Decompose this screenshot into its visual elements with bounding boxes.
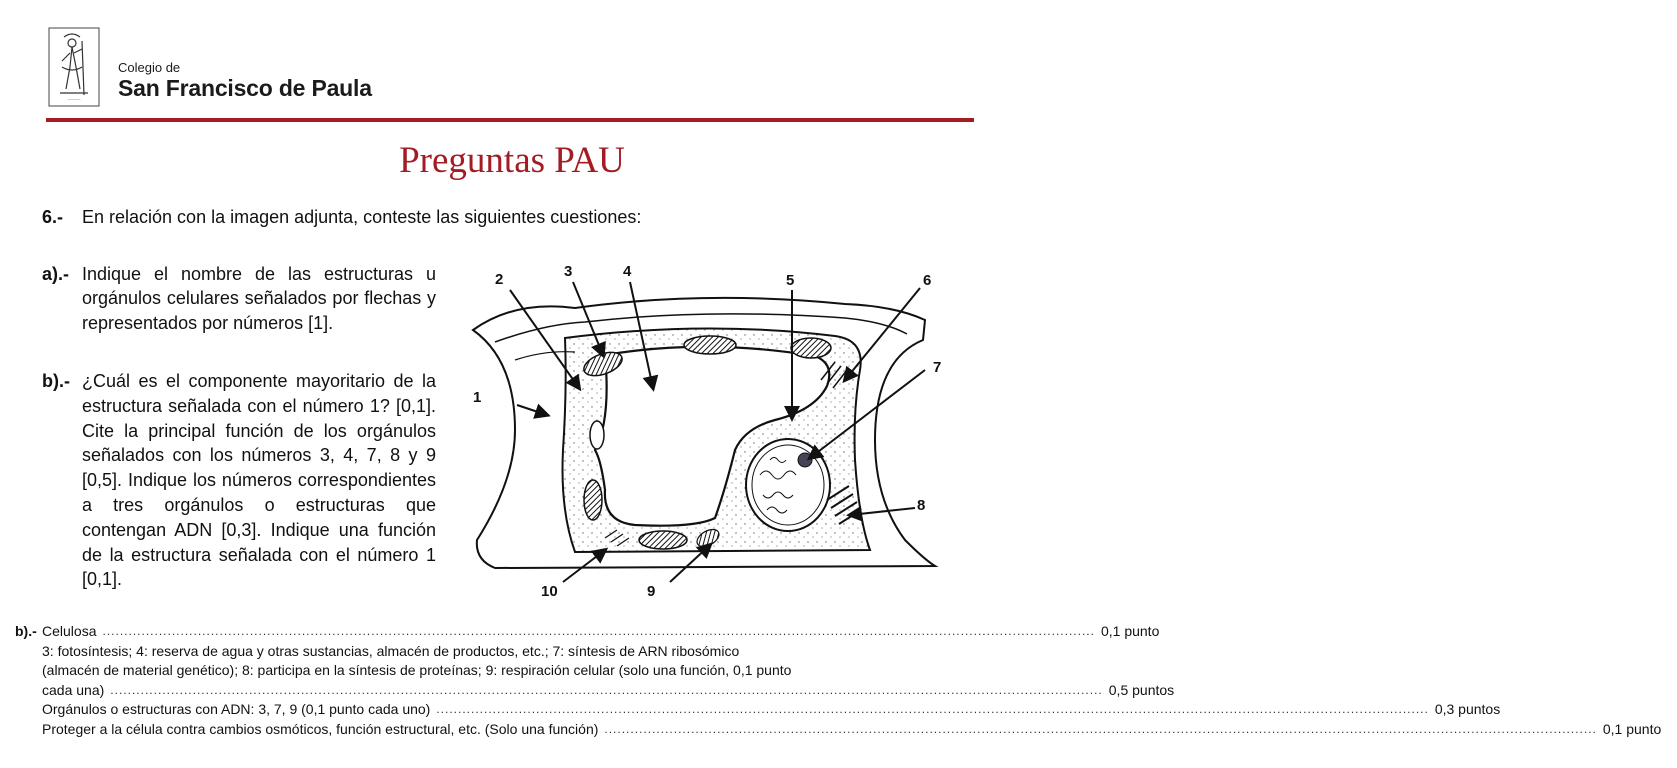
answer-dots: ..................................................................................................................................................................................................................................... (102, 624, 1095, 638)
answer-dots: ..................................................................................................................................................................................................................................... (436, 702, 1429, 717)
answer-text: Orgánulos o estructuras con ADN: 3, 7, 9 (0,1 punto cada uno) (42, 701, 431, 718)
answer-label: b).- (15, 623, 37, 639)
plant-cell-drawing (455, 260, 965, 610)
svg-text:~~~~~~: ~~~~~~ (67, 97, 81, 102)
label-1: 1 (473, 389, 482, 406)
label-2: 2 (495, 271, 504, 288)
label-4: 4 (623, 263, 632, 280)
answer-text: Proteger a la célula contra cambios osmóticos, función estructural, etc. (Solo una función) (42, 720, 599, 737)
label-6: 6 (923, 272, 932, 289)
header-divider (46, 118, 974, 122)
part-b-text: ¿Cuál es el componente mayoritario de la estructura señalada con el número 1? [0,1]. Cite la principal función de los orgánulos señalados con los números 3, 4, 7, 8 y 9 [0,5]. Indique los números correspondientes a tres orgánulos o estructuras que contengan ADN [0,3]. Indique una función de la estructura señalada con el número 1 [0,1]. (82, 371, 436, 590)
school-name (118, 60, 372, 102)
chloroplast (584, 480, 602, 520)
slide-title: Preguntas PAU (399, 140, 625, 181)
answer-line (15, 700, 1501, 720)
answer-line (15, 642, 1005, 662)
answer-points: 0,1 punto (1100, 623, 1160, 639)
chloroplast (639, 531, 687, 549)
saint-figure-icon (48, 27, 100, 107)
question-part-b (42, 369, 436, 592)
question-text: En relación con la imagen adjunta, conteste las siguientes cuestiones: (82, 207, 642, 227)
answer-text: (almacén de material genético); 8: participa en la síntesis de proteínas; 9: respiración celular (solo una función, 0,1 punto (42, 662, 792, 679)
part-a-text: Indique el nombre de las estructuras u orgánulos celulares señalados por flechas y representados por números [1]. (82, 264, 436, 333)
question-part-a (42, 262, 436, 335)
label-8: 8 (917, 497, 926, 514)
answer-dots: ..................................................................................................................................................................................................................................... (604, 721, 1597, 736)
label-3: 3 (564, 263, 573, 280)
answer-line (15, 681, 1175, 701)
question-number: 6.- (42, 207, 64, 227)
answer-points: 0,5 puntos (1108, 681, 1175, 698)
school-logo (48, 27, 100, 107)
answer-points: 0,1 punto (1602, 720, 1662, 737)
answer-text: 3: fotosíntesis; 4: reserva de agua y otras sustancias, almacén de productos, etc.; 7: síntesis de ARN ribosómico (42, 642, 740, 659)
answer-line (15, 720, 1662, 740)
chloroplast (590, 421, 604, 449)
label-10: 10 (541, 583, 558, 600)
label-5: 5 (786, 272, 795, 289)
answer-dots: ..................................................................................................................................................................................................................................... (110, 682, 1103, 697)
part-a-label: a).- (42, 264, 69, 284)
answer-points: 0,3 puntos (1434, 701, 1501, 718)
question-prompt (42, 206, 682, 228)
nucleolus (798, 453, 812, 467)
answer-line (15, 622, 1160, 642)
label-9: 9 (647, 583, 656, 600)
part-b-label: b).- (42, 371, 70, 391)
school-name-big: San Francisco de Paula (118, 75, 372, 101)
plant-cell-diagram (455, 260, 965, 610)
answer-key (15, 622, 1662, 740)
chloroplast (684, 336, 736, 354)
answer-line (15, 661, 1005, 681)
label-7: 7 (933, 359, 942, 376)
chloroplast (791, 338, 831, 358)
answer-text: cada una) (42, 681, 105, 698)
answer-text: Celulosa (42, 623, 97, 639)
school-name-small: Colegio de (118, 60, 181, 75)
